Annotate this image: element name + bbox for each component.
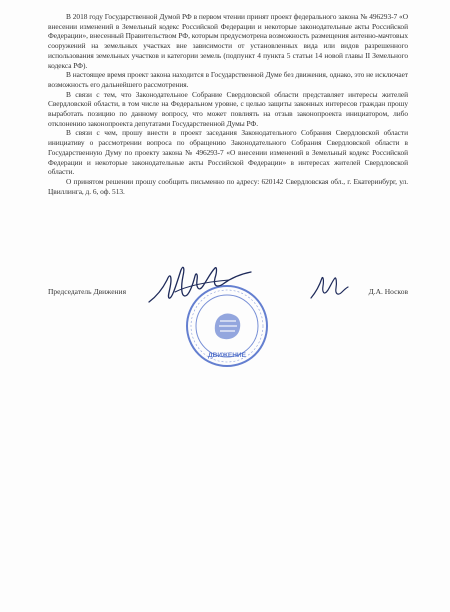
signature-icon (145, 262, 255, 310)
paragraph-4: В связи с чем, прошу внести в проект заседания Законодательного Собрания Свердловской области инициативу о рассмотрении вопроса по обращению Законодательного Собрания Свердловской области в Государственную Думу по проекту закона № 496293-7 «О внесении изменений в Земельный кодекс Российской Федерации и некоторые законодательные акты Российской Федерации» в интересах жителей Свердловской области. (48, 128, 408, 177)
signer-name: Д.А. Носков (368, 287, 408, 296)
signer-position: Председатель Движения (48, 287, 127, 296)
paragraph-2: В настоящее время проект закона находится в Государственной Думе без движения, однако, это не исключает возможность его дальнейшего рассмотрения. (48, 70, 408, 89)
paragraph-5: О принятом решении прошу сообщить письменно по адресу: 620142 Свердловская обл., г. Екатеринбург, ул. Цвиллинга, д. 6, оф. 513. (48, 176, 408, 196)
paragraph-3: В связи с тем, что Законодательное Собрание Свердловской области представляет интересы жителей Свердловской области, в том числе на Федеральном уровне, с целью защиты законных интересов граждан прошу выработать позицию по данному вопросу, что может повлиять на отзыв законопроекта инициатором, либо отклонению законопроекта депутатами Государственной Думы РФ. (48, 89, 408, 128)
letter-body (48, 12, 408, 196)
stamp-label: ДВИЖЕНИЕ (208, 352, 246, 359)
signature-right-icon (308, 274, 350, 304)
paragraph-1: В 2018 году Государственной Думой РФ в первом чтении принят проект федерального закона № 496293-7 «О внесении изменений в Земельный кодекс Российской Федерации и некоторые законодательные акты Российской Федерации», внесенный Правительством РФ, которым предусмотрена возможность размещения антенно-мачтовых сооружений на земельных участках вне зависимости от установленных вида или видов разрешенного использования земельных участков и категории земель (подпункт 4 пункта 5 статьи 14 новой главы II Земельного кодекса РФ). (48, 12, 408, 70)
